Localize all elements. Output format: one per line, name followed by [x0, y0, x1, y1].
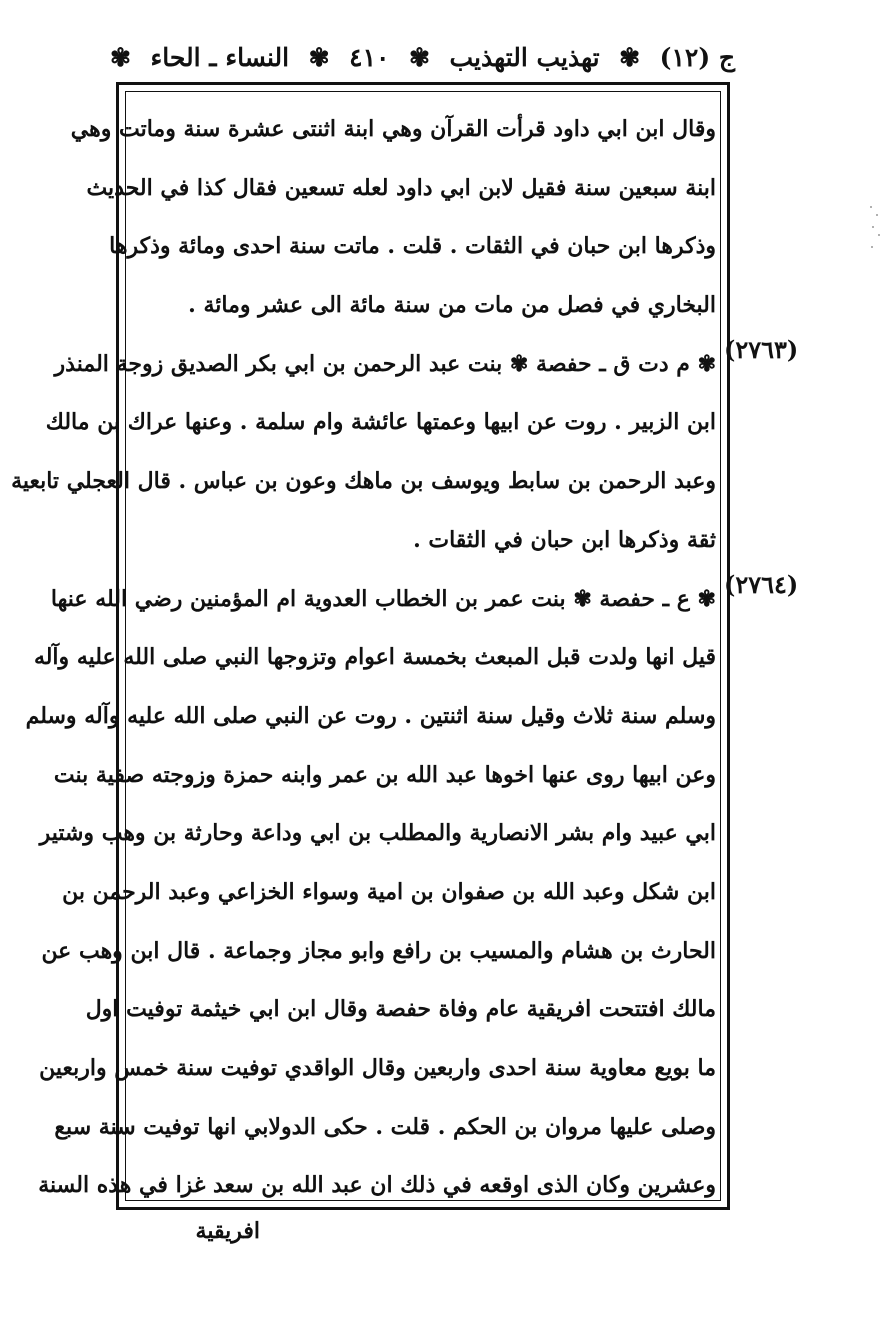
- scan-specks: [868, 200, 882, 260]
- text-line: وصلى عليها مروان بن الحكم . قلت . حكى الدولابي انها توفيت سنة سبع: [54, 1113, 716, 1140]
- entry-number: (٢٧٦٤): [724, 570, 799, 599]
- ornament-icon: ✾: [409, 42, 430, 72]
- text-line: وذكرها ابن حبان في الثقات . قلت . ماتت سنة احدى ومائة وذكرها: [109, 233, 716, 260]
- ornament-icon: ✾: [619, 42, 641, 72]
- text-line: ابنة سبعين سنة فقيل لابن ابي داود لعله تسعين فقال كذا في الحديث: [86, 174, 716, 201]
- text-line: ابن شكل وعبد الله بن صفوان بن امية وسواء الخزاعي وعبد الرحمن بن: [62, 878, 716, 905]
- text-line: وعن ابيها روى عنها اخوها عبد الله بن عمر وابنه حمزة وزوجته صفية بنت: [53, 761, 716, 788]
- page-body: [11, 100, 716, 1215]
- text-line: ما بويع معاوية سنة احدى واربعين وقال الواقدي توفيت سنة خمس واربعين: [39, 1055, 716, 1081]
- text-line: البخاري في فصل من مات من سنة مائة الى عشر ومائة .: [188, 292, 716, 319]
- section-title: النساء ـ الحاء: [150, 42, 290, 72]
- ornament-icon: ✾: [308, 42, 330, 72]
- text-line: ✾ ع ـ حفصة ✾ بنت عمر بن الخطاب العدوية ام المؤمنين رضي الله عنها: [50, 585, 716, 612]
- text-line: وقال ابن ابي داود قرأت القرآن وهي ابنة اثنتى عشرة سنة وماتت وهي: [70, 116, 716, 142]
- text-line: ابي عبيد وام بشر الانصارية والمطلب بن ابي وداعة وحارثة بن وهب وشتير: [39, 820, 716, 847]
- book-title: تهذيب التهذيب: [449, 42, 600, 72]
- text-line: ابن الزبير . روت عن ابيها وعمتها عائشة وام سلمة . وعنها عراك بن مالك: [45, 409, 716, 436]
- text-line: ثقة وذكرها ابن حبان في الثقات .: [413, 526, 716, 553]
- text-line: وعشرين وكان الذى اوقعه في ذلك ان عبد الله بن سعد غزا في هذه السنة: [38, 1172, 716, 1199]
- entry-number: (٢٧٦٣): [724, 335, 799, 364]
- catchword: افريقية: [195, 1218, 260, 1244]
- text-line: قيل انها ولدت قبل المبعث بخمسة اعوام وتزوجها النبي صلى الله عليه وآله: [33, 644, 716, 671]
- text-line: ✾ م دت ق ـ حفصة ✾ بنت عبد الرحمن بن ابي بكر الصديق زوجة المنذر: [54, 350, 716, 377]
- text-line: وسلم سنة ثلاث وقيل سنة اثنتين . روت عن النبي صلى الله عليه وآله وسلم: [25, 702, 716, 729]
- text-line: الحارث بن هشام والمسيب بن رافع وابو مجاز وجماعة . قال ابن وهب عن: [41, 937, 716, 964]
- text-line: مالك افتتحت افريقية عام وفاة حفصة وقال ابن ابي خيثمة توفيت اول: [85, 996, 716, 1023]
- page-header: [110, 34, 735, 80]
- volume-label: ج (١٢): [659, 42, 735, 72]
- page-number: ٤١٠: [349, 42, 390, 72]
- ornament-icon: ✾: [110, 42, 131, 72]
- text-line: وعبد الرحمن بن سابط ويوسف بن ماهك وعون بن عباس . قال العجلي تابعية: [11, 468, 716, 495]
